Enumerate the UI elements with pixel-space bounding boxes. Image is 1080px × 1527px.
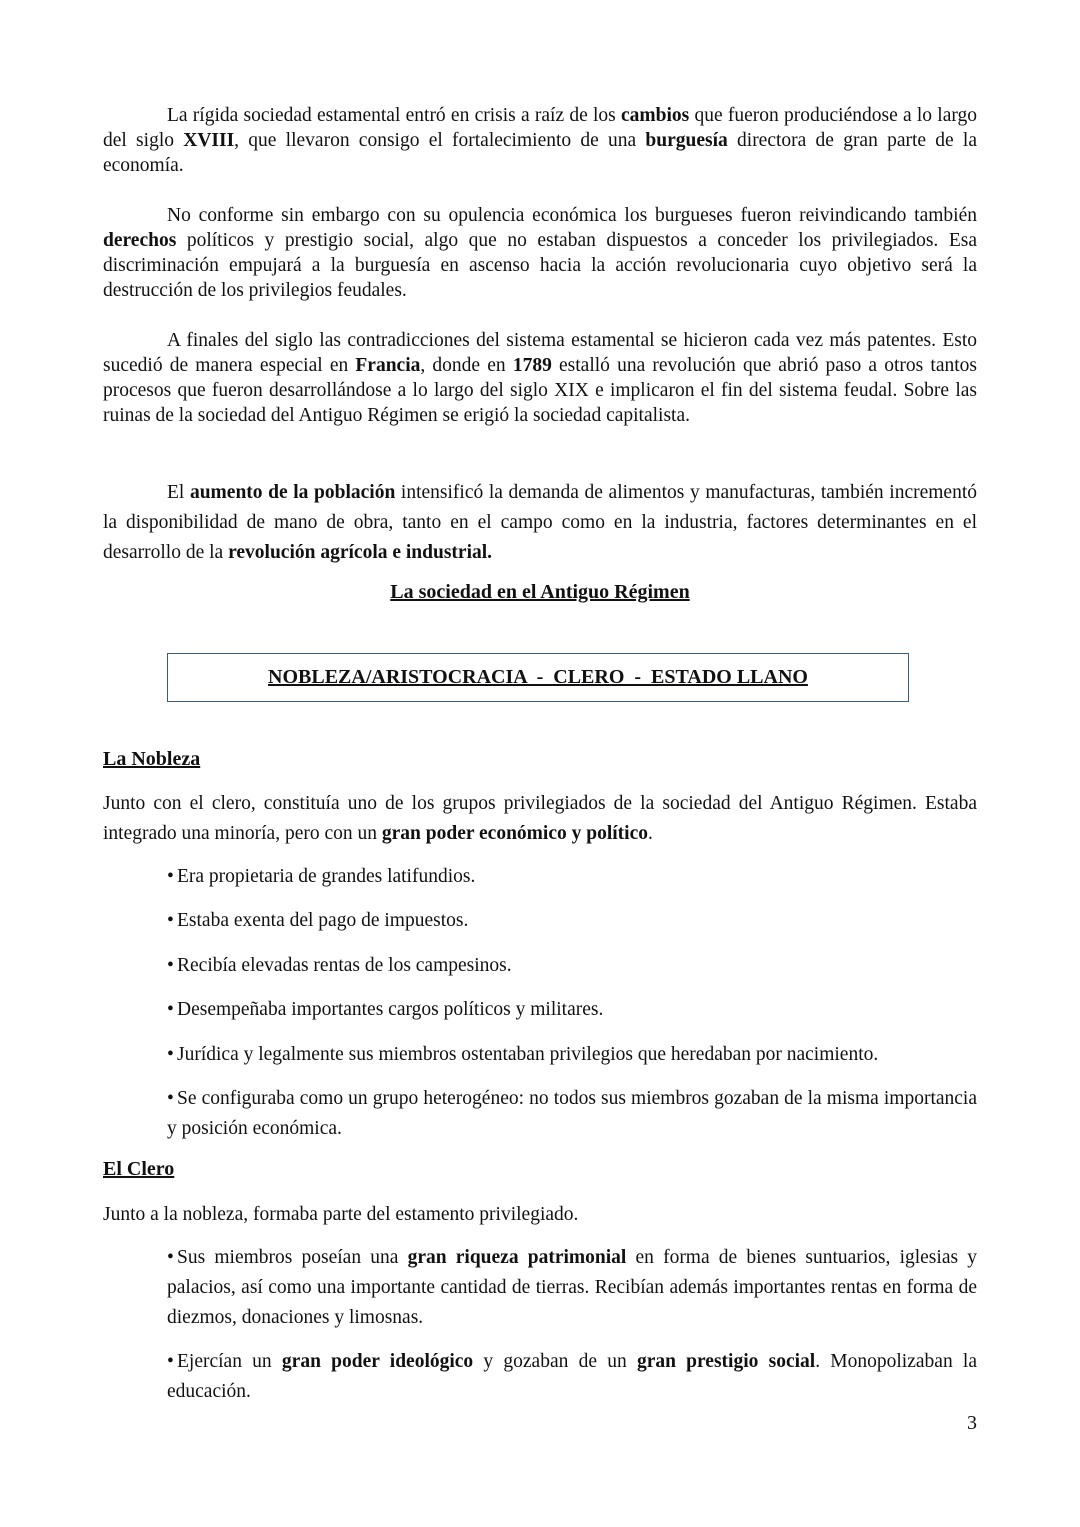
bold-text: gran prestigio social xyxy=(636,1351,816,1372)
bold-text: burguesía xyxy=(645,130,728,151)
text-run: A finales del siglo las contradicciones del sistema estamental se hicieron cada vez más patentes. Esto sucedió de manera especial en xyxy=(103,330,977,376)
text-run: Sus miembros poseían una xyxy=(177,1247,408,1268)
text-run: , donde en xyxy=(420,355,513,376)
estates-box xyxy=(167,653,909,702)
bullet-dot: • xyxy=(167,1044,174,1065)
nobleza-bullet-2 xyxy=(167,906,977,936)
clero-bullet-2 xyxy=(167,1347,977,1407)
text-run: Recibía elevadas rentas de los campesinos. xyxy=(177,955,512,976)
paragraph-francia xyxy=(103,328,977,428)
text-run: Estaba exenta del pago de impuestos. xyxy=(177,910,469,931)
text-run: El xyxy=(167,482,190,503)
text-run: Jurídica y legalmente sus miembros ostentaban privilegios que heredaban por nacimiento. xyxy=(177,1044,879,1065)
text-run: Junto a la nobleza, formaba parte del estamento privilegiado. xyxy=(103,1204,579,1225)
bullet-dot: • xyxy=(167,866,174,887)
text-run: Era propietaria de grandes latifundios. xyxy=(177,866,476,887)
nobleza-intro xyxy=(103,789,977,849)
heading-clero: El Clero xyxy=(103,1158,175,1180)
nobleza-bullet-6 xyxy=(167,1084,977,1144)
text-run: , que llevaron consigo el fortalecimiento de una xyxy=(234,130,646,151)
text-run: intensificó la demanda de alimentos y manufacturas, también incrementó la disponibilidad de mano de obra, tanto en el campo como en la industria, factores determinantes en el desarrollo de la xyxy=(103,482,977,563)
bold-text: gran poder económico y político xyxy=(381,823,648,844)
text-run: . Monopolizaban la educación. xyxy=(167,1351,977,1402)
section-title: La sociedad en el Antiguo Régimen xyxy=(390,581,690,603)
nobleza-bullet-3 xyxy=(167,951,977,981)
text-run: directora de gran parte de la economía. xyxy=(103,130,978,176)
text-run: y gozaban de un xyxy=(473,1351,637,1372)
bold-text: cambios xyxy=(620,105,690,126)
estates-box-label: NOBLEZA/ARISTOCRACIA - CLERO - ESTADO LLANO xyxy=(268,666,808,688)
paragraph-crisis xyxy=(103,103,977,178)
bullet-dot: • xyxy=(167,999,174,1020)
bullet-dot: • xyxy=(167,1247,174,1268)
bold-text: revolución agrícola e industrial. xyxy=(228,542,493,563)
text-run: que fueron produciéndose a lo largo del siglo xyxy=(103,105,977,151)
text-run: No conforme sin embargo con su opulencia económica los burgueses fueron reivindicando también xyxy=(167,205,977,226)
text-run: Junto con el clero, constituía uno de los grupos privilegiados de la sociedad del Antiguo Régimen. Estaba integrado una minoría, pero con un xyxy=(103,793,977,844)
nobleza-bullet-5 xyxy=(167,1040,977,1070)
text-run: La rígida sociedad estamental entró en crisis a raíz de los xyxy=(167,105,621,126)
clero-bullet-1 xyxy=(167,1243,977,1333)
bold-text: aumento de la población xyxy=(189,482,396,503)
bold-text: gran riqueza patrimonial xyxy=(407,1247,627,1268)
bullet-dot: • xyxy=(167,910,174,931)
clero-intro xyxy=(103,1200,977,1230)
text-run: en forma de bienes suntuarios, iglesias y palacios, así como una importante cantidad de tierras. Recibían además importantes rentas en forma de diezmos, donaciones y limosnas. xyxy=(167,1247,977,1328)
bold-text: derechos xyxy=(103,230,177,251)
bullet-dot: • xyxy=(167,1088,174,1109)
paragraph-burguesia xyxy=(103,203,977,303)
bold-text: Francia xyxy=(355,355,421,376)
page-number: 3 xyxy=(967,1412,977,1434)
text-run: Se configuraba como un grupo heterogéneo: no todos sus miembros gozaban de la misma importancia y posición económica. xyxy=(167,1088,977,1139)
bullet-dot: • xyxy=(167,955,174,976)
bold-text: 1789 xyxy=(512,355,552,376)
text-run: Ejercían un xyxy=(177,1351,282,1372)
nobleza-bullet-1 xyxy=(167,862,977,892)
text-run: políticos y prestigio social, algo que no estaban dispuestos a conceder los privilegiados. Esa discriminación empujará a la burguesía en ascenso hacia la acción revolucionaria cuyo objetivo será la destrucción de los privilegios feudales. xyxy=(103,230,977,301)
paragraph-poblacion xyxy=(103,478,977,568)
bold-text: XVIII xyxy=(183,130,235,151)
text-run: Desempeñaba importantes cargos políticos y militares. xyxy=(177,999,604,1020)
nobleza-bullet-4 xyxy=(167,995,977,1025)
bold-text: gran poder ideológico xyxy=(281,1351,474,1372)
text-run: estalló una revolución que abrió paso a otros tantos procesos que fueron desarrollándose a lo largo del siglo XIX e implicaron el fin del sistema feudal. Sobre las ruinas de la sociedad del Antiguo Régimen se erigió la sociedad capitalista. xyxy=(103,355,977,426)
bullet-dot: • xyxy=(167,1351,174,1372)
text-run: . xyxy=(648,823,653,844)
heading-nobleza: La Nobleza xyxy=(103,748,201,770)
